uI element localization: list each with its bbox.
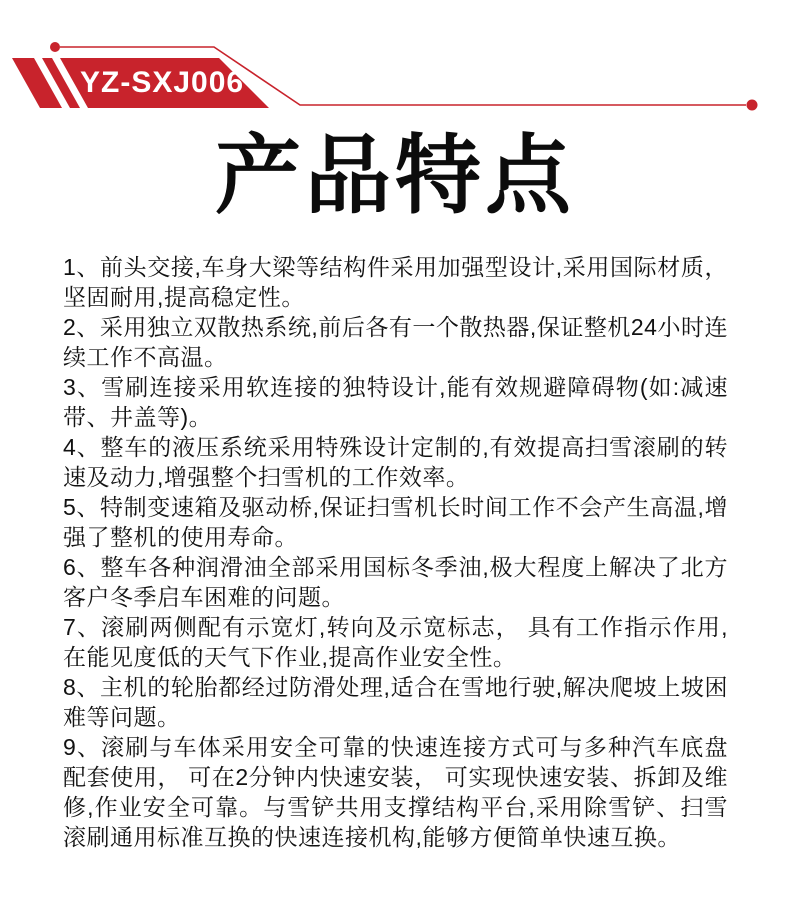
feature-item-7: 7、滚刷两侧配有示宽灯,转向及示宽标志， 具有工作指示作用,在能见度低的天气下作业,提高作业安全性。 [63,614,728,670]
accent-left-dot-icon [50,42,60,52]
feature-item-2: 2、采用独立双散热系统,前后各有一个散热器,保证整机24小时连续工作不高温。 [63,314,728,370]
header-decoration [0,0,790,130]
feature-item-1: 1、前头交接,车身大梁等结构件采用加强型设计,采用国际材质， 坚固耐用,提高稳定性。 [63,254,728,310]
feature-item-8: 8、主机的轮胎都经过防滑处理,适合在雪地行驶,解决爬坡上坡困难等问题。 [63,674,728,730]
feature-item-4: 4、整车的液压系统采用特殊设计定制的,有效提高扫雪滚刷的转速及动力,增强整个扫雪机的工作效率。 [63,434,728,490]
accent-right-dot-icon [747,100,758,111]
page-title: 产品特点 [215,128,575,224]
feature-item-9: 9、滚刷与车体采用安全可靠的快速连接方式可与多种汽车底盘配套使用， 可在2分钟内快速安装， 可实现快速安装、拆卸及维修,作业安全可靠。与雪铲共用支撑结构平台,采用除雪铲、扫雪滚刷通用标准互换的快速连接机构,能够方便简单快速互换。 [63,734,728,850]
feature-item-6: 6、整车各种润滑油全部采用国标冬季油,极大程度上解决了北方客户冬季启车困难的问题。 [63,554,728,610]
feature-item-3: 3、雪刷连接采用软连接的独特设计,能有效规避障碍物(如:减速带、井盖等)。 [63,374,728,430]
feature-list [63,252,728,852]
model-code-label: YZ-SXJ006 [80,66,245,99]
feature-item-5: 5、特制变速箱及驱动桥,保证扫雪机长时间工作不会产生高温,增强了整机的使用寿命。 [63,494,728,550]
